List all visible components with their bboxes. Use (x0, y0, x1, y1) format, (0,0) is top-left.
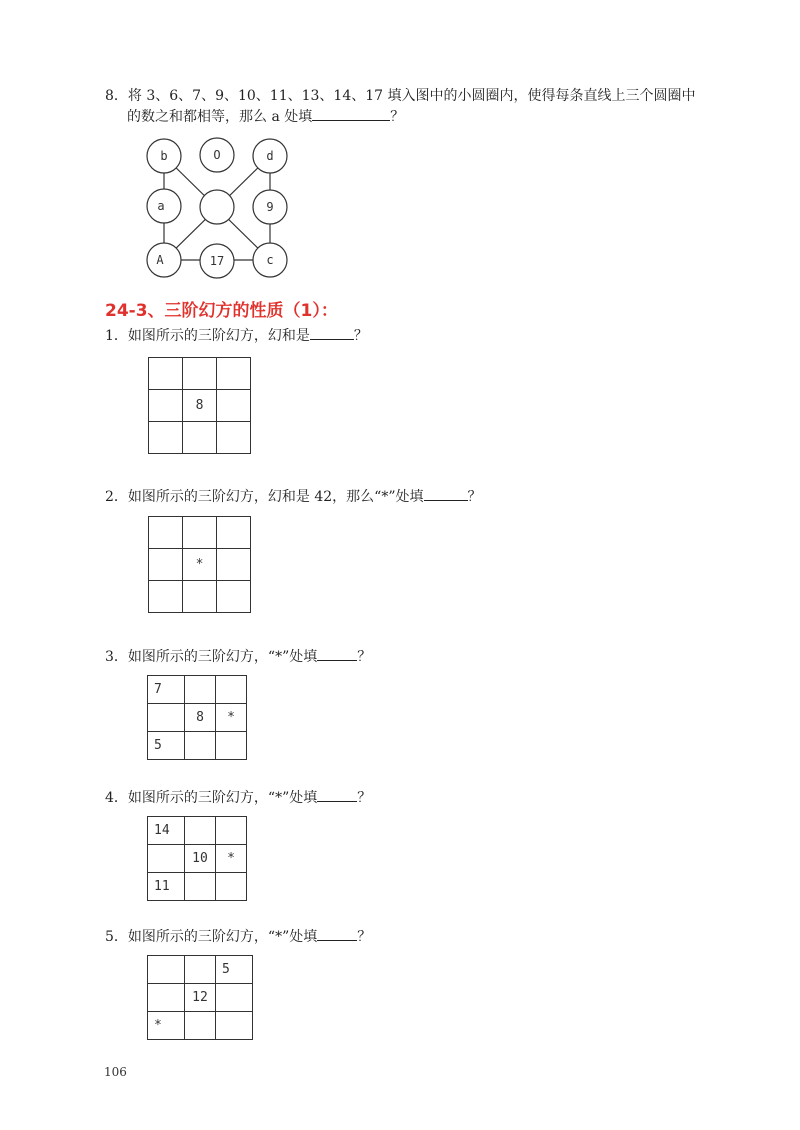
circle-A (147, 243, 181, 277)
page-number: 106 (104, 1065, 127, 1079)
circle-label-9: 9 (266, 200, 274, 214)
magic-square-2 (148, 516, 251, 613)
cell (216, 873, 247, 901)
question-5-text: 5．如图所示的三阶幻方，“*”处填 (105, 929, 318, 945)
cell (183, 581, 217, 613)
cell (217, 390, 251, 422)
cell (149, 517, 183, 549)
cell (217, 549, 251, 581)
cell: * (148, 1012, 185, 1040)
cell: 11 (148, 873, 185, 901)
circle-label-17: 17 (209, 254, 225, 268)
cell (183, 358, 217, 390)
answer-blank (424, 486, 468, 501)
circle-label-d: d (266, 149, 274, 163)
cell (217, 422, 251, 454)
cell (185, 956, 216, 984)
question-mark: ？ (357, 929, 372, 945)
cell (185, 732, 216, 760)
cell: 5 (216, 956, 253, 984)
question-2 (105, 486, 482, 508)
cell (216, 984, 253, 1012)
cell (148, 845, 185, 873)
question-8-line-2 (127, 106, 404, 128)
circle-label-top-mid: O (213, 148, 221, 162)
magic-square-1 (148, 357, 251, 454)
question-mark: ？ (353, 328, 368, 344)
magic-square-4 (147, 816, 247, 901)
cell: * (216, 845, 247, 873)
cell: 12 (185, 984, 216, 1012)
question-4-text: 4．如图所示的三阶幻方，“*”处填 (105, 790, 318, 806)
cell (183, 422, 217, 454)
cell (216, 732, 247, 760)
question-1-text: 1．如图所示的三阶幻方，幻和是 (105, 328, 310, 344)
cell (149, 358, 183, 390)
cell (185, 1012, 216, 1040)
question-mark: ？ (357, 790, 372, 806)
answer-blank (317, 787, 357, 802)
question-5 (105, 926, 371, 948)
circle-center (200, 190, 234, 224)
cell (217, 517, 251, 549)
cell: * (216, 704, 247, 732)
question-mark: ？ (390, 109, 405, 125)
answer-blank (317, 926, 357, 941)
cell (149, 581, 183, 613)
circle-label-b: b (160, 149, 168, 163)
circle-label-A: A (156, 253, 164, 267)
question-8-line-1: 8．将 3、6、7、9、10、11、13、14、17 填入图中的小圆圈内，使得每条直线上三个圆圈中 (105, 88, 696, 104)
cell (183, 517, 217, 549)
answer-blank (317, 646, 357, 661)
cell: * (183, 549, 217, 581)
magic-square-3 (147, 675, 247, 760)
cell (148, 704, 185, 732)
question-mark: ？ (357, 649, 372, 665)
cell (185, 676, 216, 704)
cell (149, 549, 183, 581)
cell (216, 676, 247, 704)
section-heading: 24-3、三阶幻方的性质（1）： (105, 301, 338, 321)
question-2-text: 2．如图所示的三阶幻方，幻和是 42，那么“*”处填 (105, 489, 424, 505)
cell: 8 (183, 390, 217, 422)
question-mark: ？ (467, 489, 482, 505)
circle-label-c: c (266, 253, 274, 267)
question-1 (105, 325, 368, 347)
cell (216, 817, 247, 845)
cell: 14 (148, 817, 185, 845)
cell (216, 1012, 253, 1040)
cell: 5 (148, 732, 185, 760)
question-3 (105, 646, 371, 668)
cell (217, 581, 251, 613)
cell (217, 358, 251, 390)
cell (149, 390, 183, 422)
circle-label-a: a (157, 199, 165, 213)
magic-square-5 (147, 955, 253, 1040)
question-8-text: 的数之和都相等，那么 a 处填 (127, 109, 313, 125)
cell (185, 873, 216, 901)
cell (149, 422, 183, 454)
answer-blank (312, 106, 390, 121)
question-4 (105, 787, 371, 809)
question-3-text: 3．如图所示的三阶幻方，“*”处填 (105, 649, 318, 665)
cell: 8 (185, 704, 216, 732)
cell (148, 984, 185, 1012)
cell: 7 (148, 676, 185, 704)
cell (185, 817, 216, 845)
cell: 10 (185, 845, 216, 873)
circle-diagram (140, 135, 300, 280)
answer-blank (310, 325, 354, 340)
cell (148, 956, 185, 984)
